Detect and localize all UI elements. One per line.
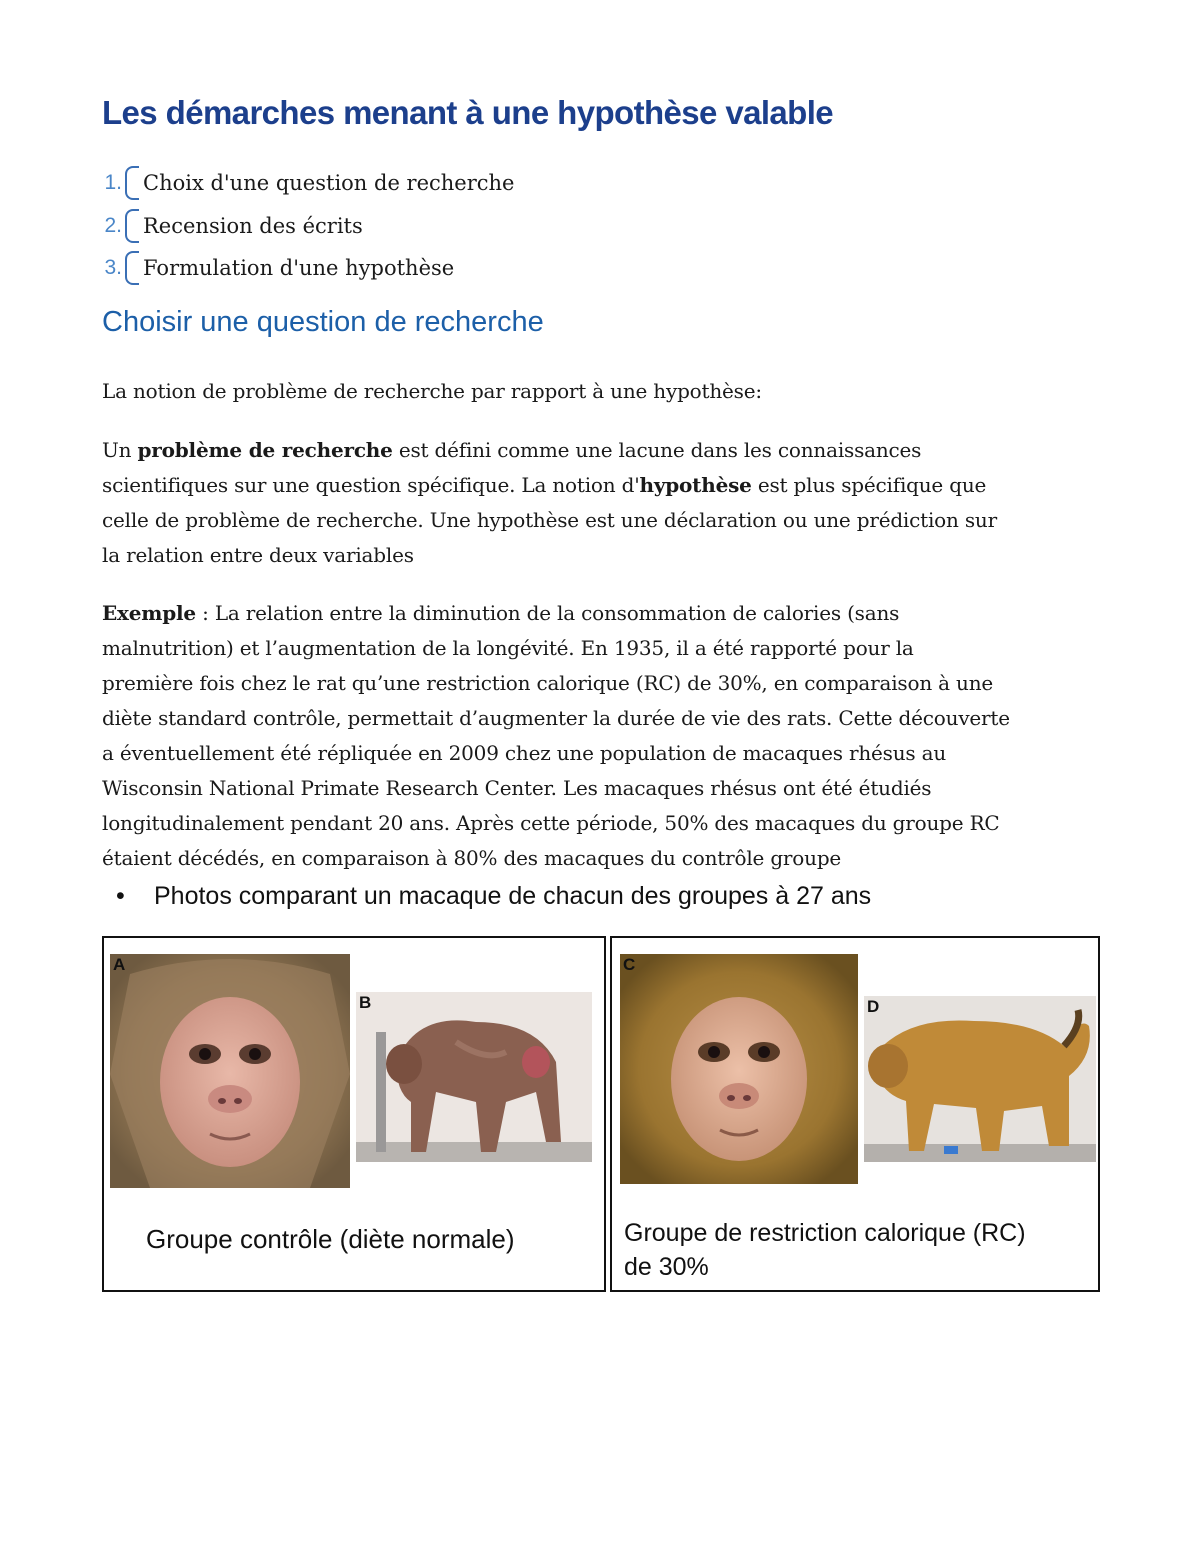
example-line: diète standard contrôle, permettait d’augmenter la durée de vie des rats. Cette découverte xyxy=(102,706,1010,730)
macaque-body-photo xyxy=(356,992,592,1162)
definition-line: celle de problème de recherche. Une hypothèse est une déclaration ou une prédiction sur xyxy=(102,508,997,532)
panel-letter: A xyxy=(113,955,126,974)
example-line: Wisconsin National Primate Research Center. Les macaques rhésus ont été étudiés xyxy=(102,776,932,800)
bracket-marker xyxy=(125,209,139,243)
definition-line xyxy=(102,468,1102,503)
macaque-face-photo xyxy=(620,954,858,1184)
bracket-marker xyxy=(125,166,139,200)
bullet-item xyxy=(116,882,871,911)
definition-paragraph xyxy=(102,433,1102,573)
bracket-marker xyxy=(125,251,139,285)
step-number: 2. xyxy=(104,213,122,237)
example-paragraph xyxy=(102,596,1102,876)
list-item xyxy=(102,247,515,290)
bullet-text: Photos comparant un macaque de chacun des groupes à 27 ans xyxy=(154,882,872,910)
term-hypothesis: hypothèse xyxy=(639,473,752,497)
caption-line: Groupe de restriction calorique (RC) xyxy=(624,1219,1026,1247)
list-item xyxy=(102,205,515,248)
bullet-icon: • xyxy=(116,882,125,910)
steps-list xyxy=(102,162,515,290)
step-label: Recension des écrits xyxy=(143,213,363,238)
text-run: Un xyxy=(102,438,138,462)
text-run: scientifiques sur une question spécifique. La notion d' xyxy=(102,473,640,497)
panel-letter: B xyxy=(359,993,372,1012)
macaque-face-photo xyxy=(110,954,350,1188)
definition-line: la relation entre deux variables xyxy=(102,543,414,567)
control-group-panel xyxy=(102,936,606,1292)
panel-letter: D xyxy=(867,997,880,1016)
text-run: : La relation entre la diminution de la consommation de calories (sans xyxy=(195,601,900,625)
example-label: Exemple xyxy=(102,601,196,625)
intro-text: La notion de problème de recherche par rapport à une hypothèse: xyxy=(102,379,762,403)
intro-paragraph xyxy=(102,374,1102,409)
definition-line xyxy=(102,433,1102,468)
example-line xyxy=(102,596,1102,631)
step-label: Formulation d'une hypothèse xyxy=(143,256,455,281)
example-line: longitudinalement pendant 20 ans. Après cette période, 50% des macaques du groupe RC xyxy=(102,811,1000,835)
example-line: malnutrition) et l’augmentation de la longévité. En 1935, il a été rapporté pour la xyxy=(102,636,914,660)
example-line: a éventuellement été répliquée en 2009 chez une population de macaques rhésus au xyxy=(102,741,947,765)
term-problem: problème de recherche xyxy=(137,438,393,462)
example-line: étaient décédés, en comparaison à 80% des macaques du contrôle groupe xyxy=(102,846,842,870)
control-caption: Groupe contrôle (diète normale) xyxy=(146,1224,515,1254)
panel-letter: C xyxy=(623,955,636,974)
macaque-body-photo xyxy=(864,996,1096,1162)
restriction-caption xyxy=(624,1216,1026,1284)
step-number: 1. xyxy=(104,171,122,195)
list-item xyxy=(102,162,515,205)
example-line: première fois chez le rat qu’une restriction calorique (RC) de 30%, en comparaison à une xyxy=(102,671,994,695)
text-run: est plus spécifique que xyxy=(751,473,987,497)
section-heading: Choisir une question de recherche xyxy=(102,306,544,338)
caption-line: de 30% xyxy=(624,1253,709,1281)
page-title: Les démarches menant à une hypothèse valable xyxy=(102,94,834,131)
step-number: 3. xyxy=(104,256,122,280)
step-label: Choix d'une question de recherche xyxy=(143,171,515,196)
text-run: est défini comme une lacune dans les connaissances xyxy=(392,438,922,462)
restriction-group-panel xyxy=(610,936,1100,1292)
